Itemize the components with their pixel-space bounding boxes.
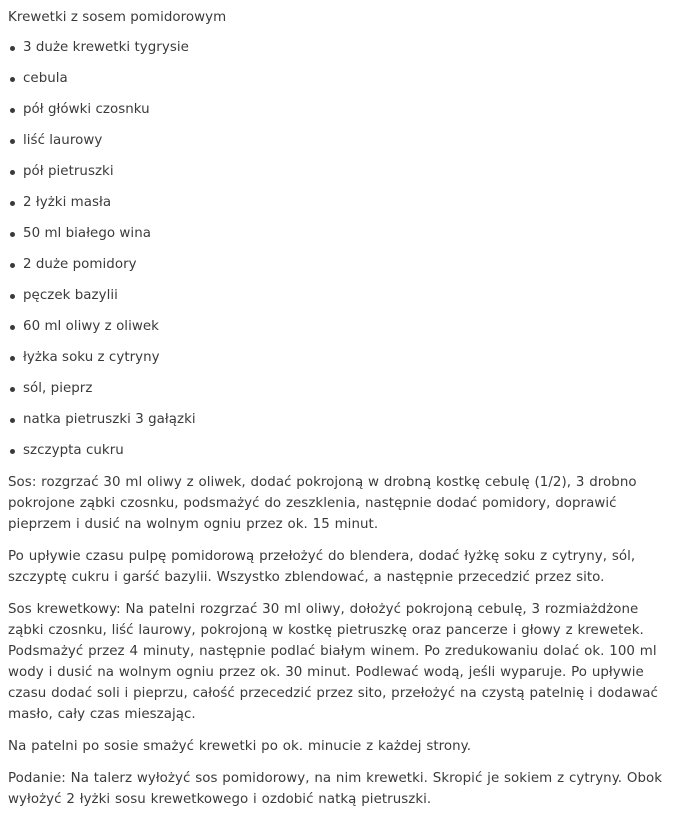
list-item <box>8 162 670 182</box>
instruction-paragraph: Sos: rozgrzać 30 ml oliwy z oliwek, dodać pokrojoną w drobną kostkę cebulę (1/2), 3 drobno pokrojone ząbki czosnku, podsmażyć do zeszklenia, następnie dodać pomidory, doprawić pieprzem i dusić na wolnym ogniu przez ok. 15 minut. <box>8 475 637 532</box>
bullet-icon <box>10 294 15 299</box>
ingredient-label: 2 łyżki masła <box>23 195 112 210</box>
list-item <box>8 317 670 337</box>
bullet-icon <box>10 108 15 113</box>
ingredient-label: natka pietruszki 3 gałązki <box>23 412 196 427</box>
ingredients-list <box>8 38 670 461</box>
ingredient-label: cebula <box>23 71 68 86</box>
bullet-icon <box>10 201 15 206</box>
bullet-icon <box>10 170 15 175</box>
list-item <box>8 224 670 244</box>
ingredient-label: 2 duże pomidory <box>23 257 137 272</box>
ingredient-label: łyżka soku z cytryny <box>23 350 160 365</box>
bullet-icon <box>10 46 15 51</box>
bullet-icon <box>10 387 15 392</box>
recipe-content <box>8 8 670 821</box>
list-item <box>8 193 670 213</box>
ingredient-label: 3 duże krewetki tygrysie <box>23 40 189 55</box>
ingredient-label: pęczek bazylii <box>23 288 118 303</box>
bullet-icon <box>10 449 15 454</box>
bullet-icon <box>10 325 15 330</box>
list-item <box>8 100 670 120</box>
bullet-icon <box>10 77 15 82</box>
ingredient-label: liść laurowy <box>23 133 103 148</box>
bullet-icon <box>10 418 15 423</box>
list-item <box>8 379 670 399</box>
list-item <box>8 38 670 58</box>
recipe-title: Krewetki z sosem pomidorowym <box>8 10 227 25</box>
instruction-paragraph: Podanie: Na talerz wyłożyć sos pomidorowy, na nim krewetki. Skropić je sokiem z cytryny. Obok wyłożyć 2 łyżki sosu krewetkowego i ozdobić natką pietruszki. <box>8 771 663 807</box>
ingredient-label: 50 ml białego wina <box>23 226 151 241</box>
instruction-paragraph: Sos krewetkowy: Na patelni rozgrzać 30 ml oliwy, dołożyć pokrojoną cebulę, 3 rozmiażdżone ząbki czosnku, liść laurowy, pokrojoną w kostkę pietruszkę oraz pancerze i głowy z krewetek. Podsmażyć przez 4 minuty, następnie podlać białym winem. Po zredukowaniu dolać ok. 100 ml wody i dusić na wolnym ogniu przez ok. 30 minut. Podlewać wodą, jeśli wyparuje. Po upływie czasu dodać soli i pieprzu, całość przecedzić przez sito, przełożyć na czystą patelnię i dodawać masło, cały czas mieszając. <box>8 602 658 722</box>
list-item <box>8 69 670 89</box>
list-item <box>8 255 670 275</box>
bullet-icon <box>10 139 15 144</box>
list-item <box>8 286 670 306</box>
ingredient-label: pół pietruszki <box>23 164 114 179</box>
list-item <box>8 348 670 368</box>
bullet-icon <box>10 356 15 361</box>
ingredient-label: pół główki czosnku <box>23 102 150 117</box>
list-item <box>8 441 670 461</box>
ingredient-label: szczypta cukru <box>23 443 124 458</box>
bullet-icon <box>10 232 15 237</box>
ingredient-label: sól, pieprz <box>23 381 93 396</box>
ingredient-label: 60 ml oliwy z oliwek <box>23 319 159 334</box>
list-item <box>8 410 670 430</box>
bullet-icon <box>10 263 15 268</box>
list-item <box>8 131 670 151</box>
instruction-paragraph: Na patelni po sosie smażyć krewetki po ok. minucie z każdej strony. <box>8 739 472 754</box>
recipe-instructions <box>8 472 670 810</box>
instruction-paragraph: Po upływie czasu pulpę pomidorową przełożyć do blendera, dodać łyżkę soku z cytryny, sól, szczyptę cukru i garść bazylii. Wszystko zblendować, a następnie przecedzić przez sito. <box>8 549 636 585</box>
